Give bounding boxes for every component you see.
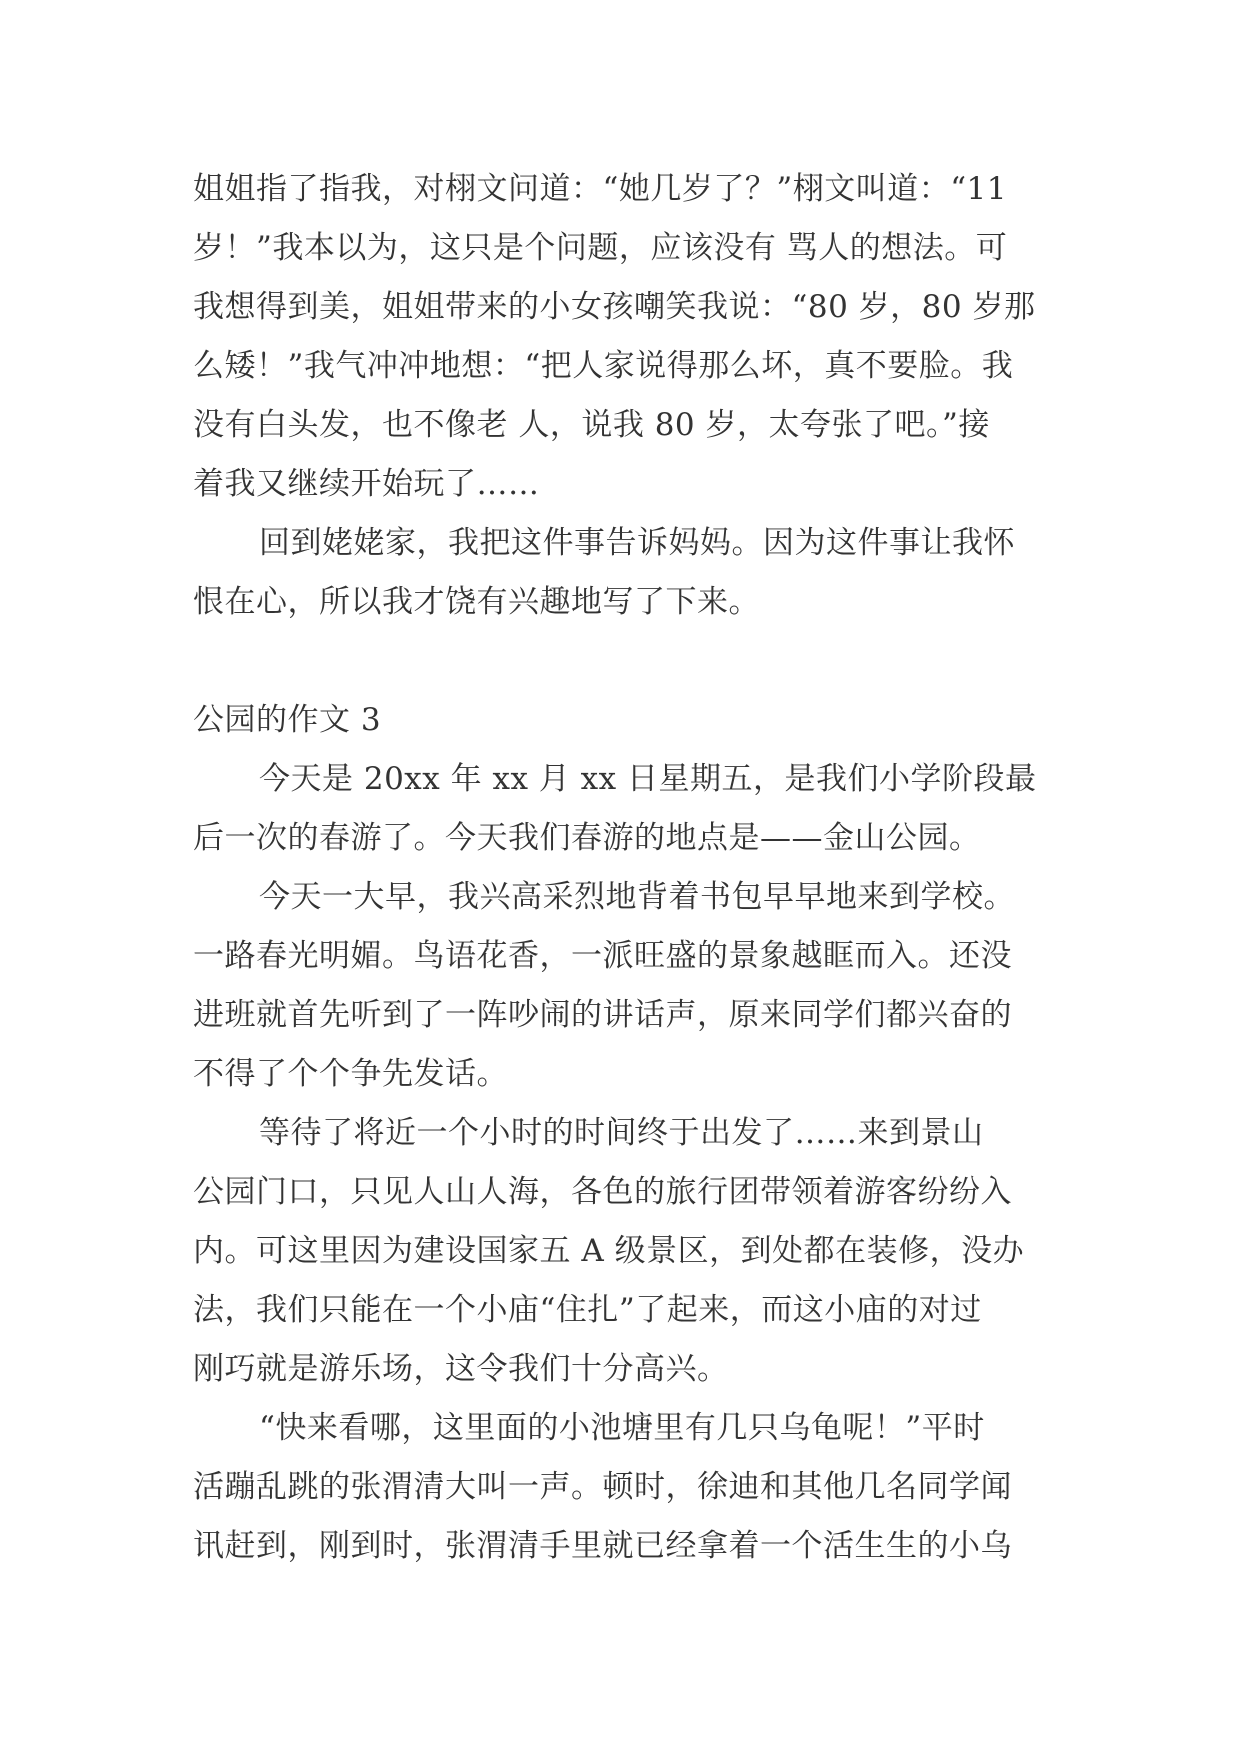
text-line: 后一次的春游了。今天我们春游的地点是——金山公园。 — [193, 820, 981, 856]
text-line: 姐姐指了指我，对栩文问道：“她几岁了？”栩文叫道：“11 — [193, 171, 1007, 207]
text-line: 法，我们只能在一个小庙“住扎”了起来，而这小庙的对过 — [193, 1292, 982, 1328]
document-body — [193, 160, 1053, 1576]
text-line: 等待了将近一个小时的时间终于出发了……来到景山 — [259, 1115, 984, 1151]
text-line: 着我又继续开始玩了…… — [193, 466, 540, 502]
text-line: 不得了个个争先发话。 — [193, 1056, 508, 1092]
text-line: 岁！”我本以为，这只是个问题，应该没有 骂人的想法。可 — [193, 230, 1008, 266]
text-line: 今天一大早，我兴高采烈地背着书包早早地来到学校。 — [259, 879, 1015, 915]
text-line: 活蹦乱跳的张渭清大叫一声。顿时，徐迪和其他几名同学闻 — [193, 1469, 1012, 1505]
text-line: 我想得到美，姐姐带来的小女孩嘲笑我说：“80 岁，80 岁那 — [193, 289, 1036, 325]
section-title: 公园的作文 3 — [193, 702, 382, 738]
text-line: 内。可这里因为建设国家五 A 级景区，到处都在装修，没办 — [193, 1233, 1025, 1269]
text-line: 刚巧就是游乐场，这令我们十分高兴。 — [193, 1351, 729, 1387]
text-line: 回到姥姥家，我把这件事告诉妈妈。因为这件事让我怀 — [259, 525, 1015, 561]
blank-line — [193, 632, 1053, 691]
text-line: 进班就首先听到了一阵吵闹的讲话声，原来同学们都兴奋的 — [193, 997, 1012, 1033]
text-line: 没有白头发，也不像老 人，说我 80 岁，太夸张了吧。”接 — [193, 407, 990, 443]
text-line: 一路春光明媚。鸟语花香，一派旺盛的景象越眶而入。还没 — [193, 938, 1012, 974]
paragraph-2 — [193, 514, 1053, 632]
paragraph-4 — [193, 868, 1053, 1104]
text-line: “快来看哪，这里面的小池塘里有几只乌龟呢！”平时 — [259, 1410, 985, 1446]
paragraph-5 — [193, 1104, 1053, 1399]
paragraph-3 — [193, 750, 1053, 868]
text-line: 讯赶到，刚到时，张渭清手里就已经拿着一个活生生的小乌 — [193, 1528, 1012, 1564]
text-line: 今天是 20xx 年 xx 月 xx 日星期五，是我们小学阶段最 — [259, 761, 1037, 797]
text-line: 公园门口，只见人山人海，各色的旅行团带领着游客纷纷入 — [193, 1174, 1012, 1210]
text-line: 么矮！”我气冲冲地想：“把人家说得那么坏，真不要脸。我 — [193, 348, 1014, 384]
text-line: 恨在心，所以我才饶有兴趣地写了下来。 — [193, 584, 760, 620]
paragraph-1 — [193, 160, 1053, 514]
paragraph-6 — [193, 1399, 1053, 1576]
